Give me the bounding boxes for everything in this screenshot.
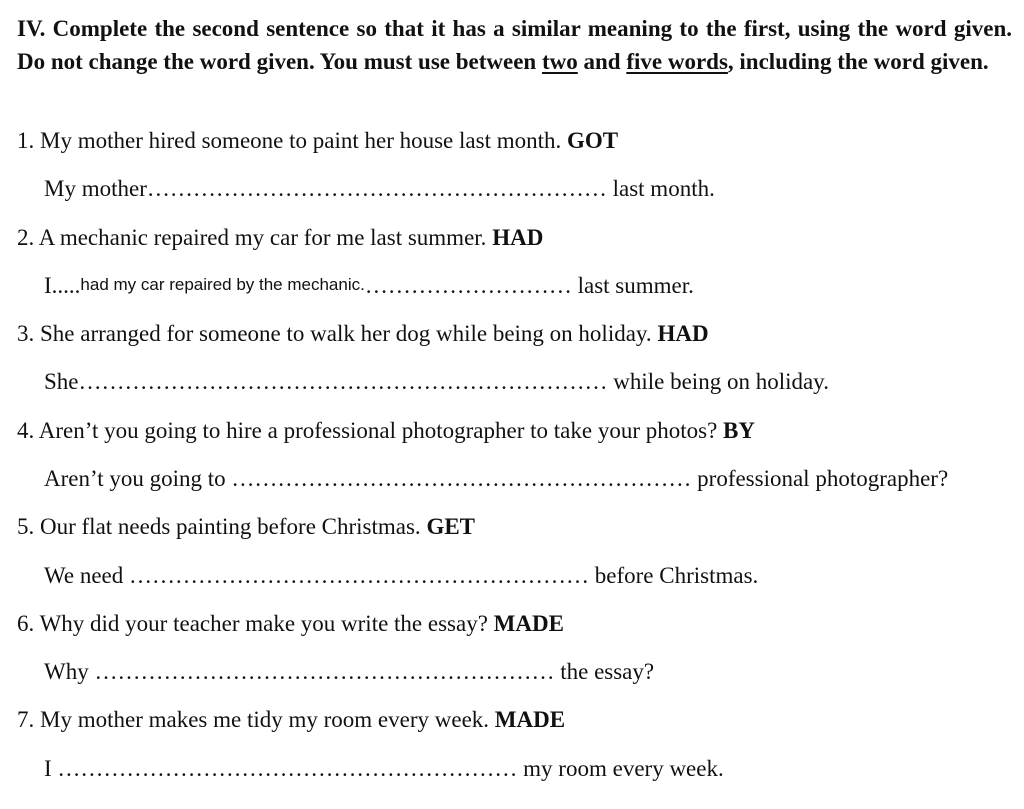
- answer-end: the essay?: [554, 659, 655, 684]
- answer-line-2: [44, 271, 694, 303]
- answer-blank[interactable]: ……………………………………………………: [146, 176, 607, 201]
- question-6: [17, 609, 564, 639]
- answer-line-7: [44, 754, 724, 784]
- question-keyword: MADE: [494, 707, 566, 732]
- answer-start: Aren’t you going to: [44, 466, 232, 491]
- question-keyword: HAD: [492, 225, 544, 250]
- question-4: [17, 416, 755, 446]
- answer-end: while being on holiday.: [607, 369, 829, 394]
- answer-start: Why: [44, 659, 95, 684]
- question-prompt: 3. She arranged for someone to walk her dog while being on holiday.: [17, 321, 652, 346]
- answer-blank[interactable]: ……………………………………………………: [57, 756, 518, 781]
- answer-blank[interactable]: ………………………: [364, 273, 572, 298]
- question-5: [17, 512, 475, 542]
- answer-blank[interactable]: ……………………………………………………: [231, 466, 692, 491]
- instructions-text: IV. Complete the second sentence so that it has a similar meaning to the first, using the word given. Do not change the word given. You must use between: [17, 16, 1012, 74]
- answer-line-1: [44, 174, 715, 204]
- answer-blank[interactable]: ……………………………………………………: [129, 563, 589, 588]
- question-3: [17, 319, 709, 349]
- answer-start: My mother: [44, 176, 147, 201]
- answer-line-5: [44, 561, 758, 591]
- question-2: [17, 223, 543, 253]
- instructions-text-and: and: [577, 49, 627, 74]
- instructions-underlined-two: two: [541, 49, 578, 74]
- question-keyword: BY: [723, 418, 755, 443]
- question-keyword: MADE: [493, 611, 564, 636]
- handwritten-answer[interactable]: had my car repaired by the mechanic.: [80, 275, 365, 294]
- question-prompt: 7. My mother makes me tidy my room every week.: [17, 707, 490, 732]
- answer-blank[interactable]: ……………………………………………………: [94, 659, 555, 684]
- question-prompt: 6. Why did your teacher make you write the essay?: [17, 611, 488, 636]
- answer-line-3: [44, 367, 829, 397]
- question-keyword: HAD: [657, 321, 709, 346]
- answer-line-6: [44, 657, 654, 687]
- instructions-heading: [17, 12, 1012, 78]
- answer-start: I: [44, 756, 58, 781]
- question-prompt: 4. Aren’t you going to hire a professional photographer to take your photos?: [17, 418, 718, 443]
- answer-end: professional photographer?: [691, 466, 949, 491]
- question-prompt: 2. A mechanic repaired my car for me last summer.: [17, 225, 487, 250]
- answer-end: last month.: [606, 176, 715, 201]
- instructions-text-end: , including the word given.: [727, 49, 989, 74]
- instructions-underlined-five-words: five words: [626, 49, 728, 74]
- answer-end: before Christmas.: [589, 563, 759, 588]
- question-keyword: GOT: [567, 128, 619, 153]
- answer-end: last summer.: [571, 273, 694, 298]
- question-prompt: 1. My mother hired someone to paint her house last month.: [17, 128, 562, 153]
- question-keyword: GET: [426, 514, 476, 539]
- answer-start: I.....: [44, 273, 81, 298]
- question-prompt: 5. Our flat needs painting before Christmas.: [17, 514, 421, 539]
- answer-start: She: [44, 369, 79, 394]
- answer-start: We need: [44, 563, 129, 588]
- question-1: [17, 126, 618, 156]
- question-7: [17, 705, 565, 735]
- answer-end: my room every week.: [517, 756, 724, 781]
- answer-line-4: [44, 464, 948, 494]
- answer-blank[interactable]: ……………………………………………………………: [78, 369, 608, 394]
